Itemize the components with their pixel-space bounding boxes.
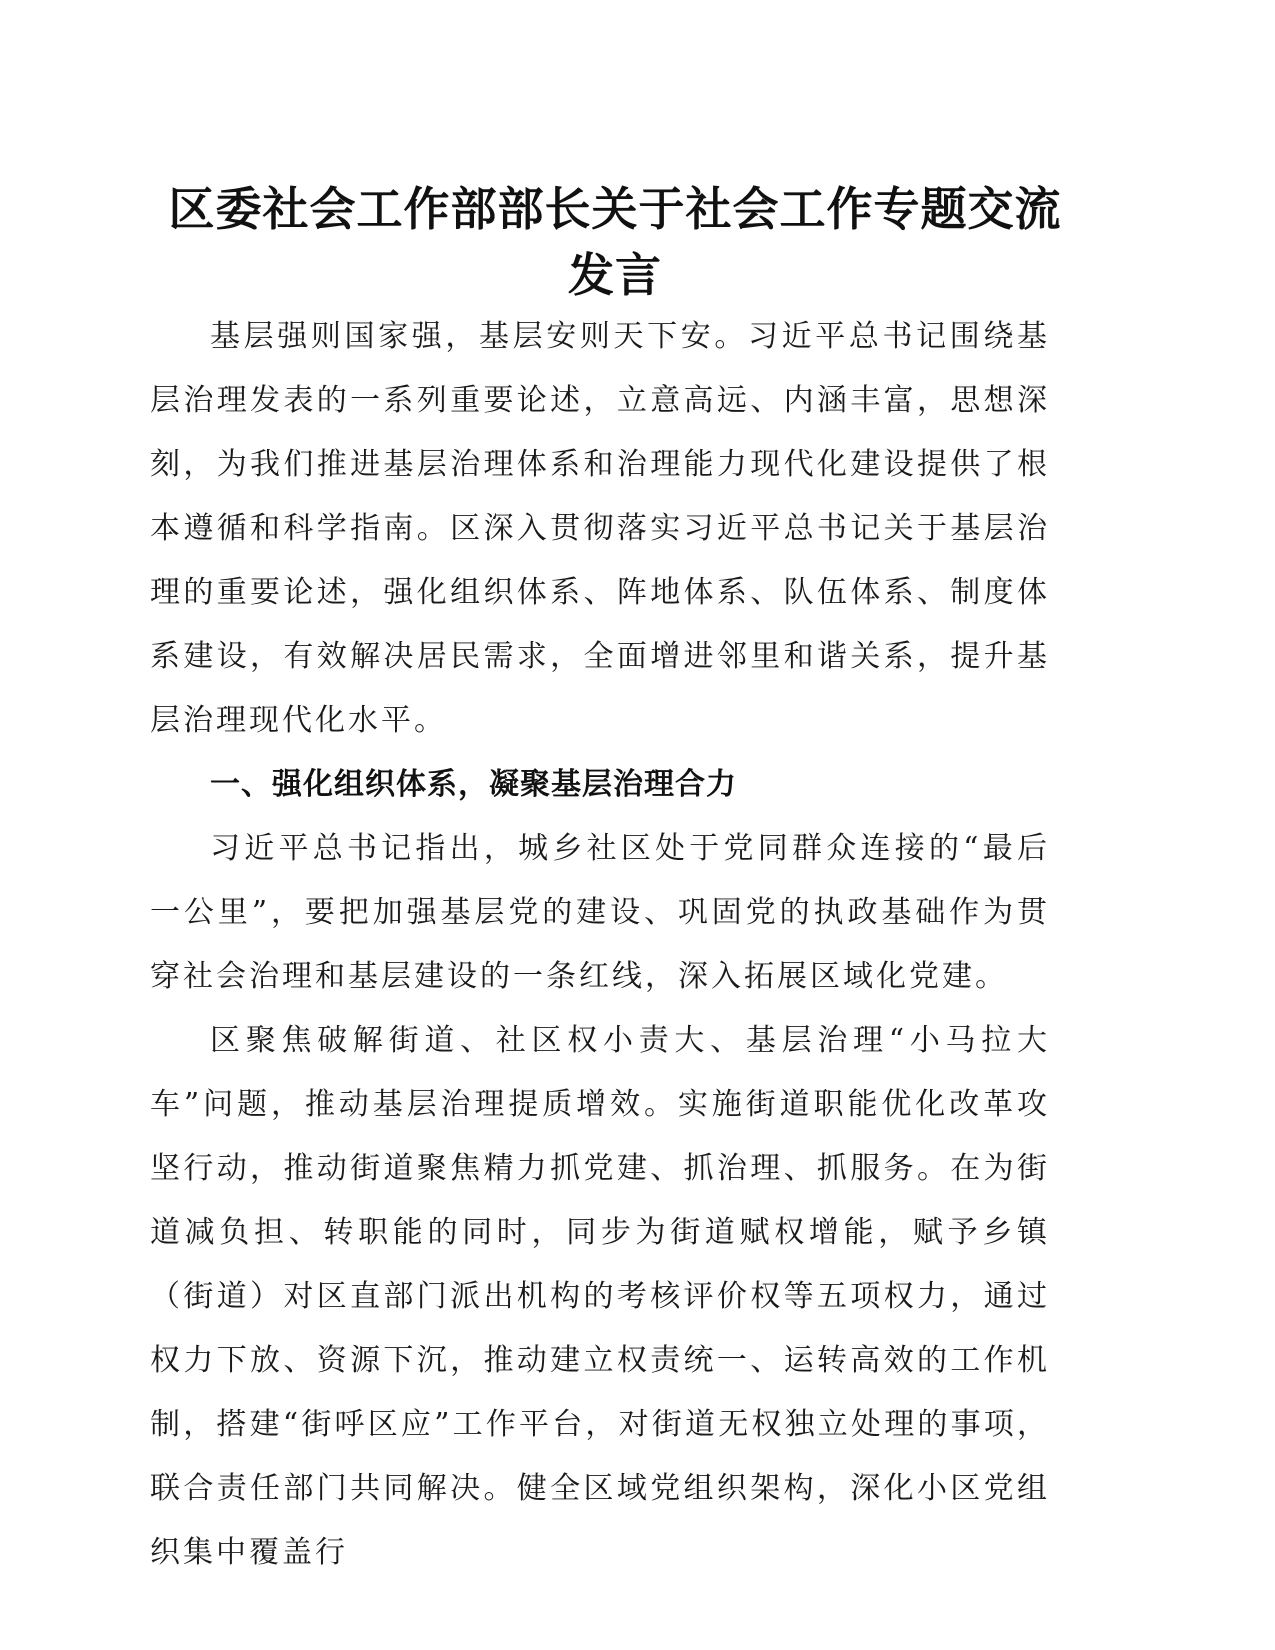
section-heading: 一、强化组织体系，凝聚基层治理合力 — [210, 767, 737, 802]
intro-paragraph: 基层强则国家强，基层安则天下安。习近平总书记围绕基层治理发表的一系列重要论述，立意高远、内涵丰富，思想深刻，为我们推进基层治理体系和治理能力现代化建设提供了根本遵循和科学指南。区深入贯彻落实习近平总书记关于基层治理的重要论述，强化组织体系、阵地体系、队伍体系、制度体系建设，有效解决居民需求，全面增进邻里和谐关系，提升基层治理现代化水平。 — [150, 319, 1050, 738]
document-body — [150, 305, 1050, 1585]
document-title: 区委社会工作部部长关于社会工作专题交流发言 — [168, 182, 1062, 302]
body-paragraph: 区聚焦破解街道、社区权小责大、基层治理“小马拉大车”问题，推动基层治理提质增效。实施街道职能优化改革攻坚行动，推动街道聚焦精力抓党建、抓治理、抓服务。在为街道减负担、转职能的同时，同步为街道赋权增能，赋予乡镇（街道）对区直部门派出机构的考核评价权等五项权力，通过权力下放、资源下沉，推动建立权责统一、运转高效的工作机制，搭建“街呼区应”工作平台，对街道无权独立处理的事项，联合责任部门共同解决。健全区域党组织架构，深化小区党组织集中覆盖行 — [150, 1023, 1050, 1570]
body-paragraph: 习近平总书记指出，城乡社区处于党同群众连接的“最后一公里”，要把加强基层党的建设、巩固党的执政基础作为贯穿社会治理和基层建设的一条红线，深入拓展区域化党建。 — [150, 831, 1050, 994]
